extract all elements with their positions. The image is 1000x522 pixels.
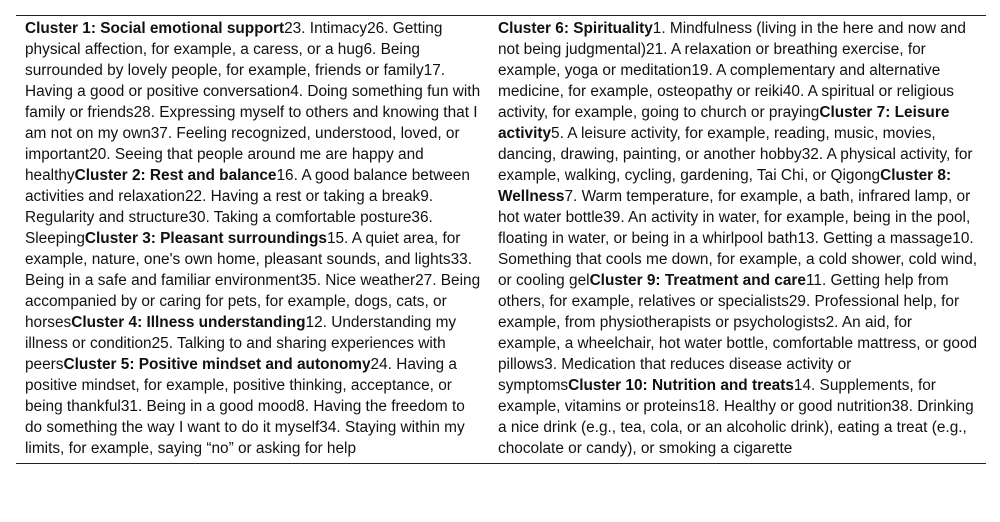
cluster-4-heading: Cluster 4: Illness understanding [71,314,306,331]
cluster-3-items: 15. A quiet area, for example, nature, one's own home, pleasant sounds, and lights33. Being in a safe and familiar environment35. Nice weather27. Being accompanied by or caring for pets, for example, dogs, cats, or horses [25,230,481,331]
cluster-2-heading: Cluster 2: Rest and balance [74,167,277,184]
cluster-5-heading: Cluster 5: Positive mindset and autonomy [63,356,371,373]
cluster-5-items: 24. Having a positive mindset, for example, positive thinking, acceptance, or being thankful31. Being in a good mood8. Having the freedom to do something the way I want to do it myself34. Staying within my limits, for example, saying “no” or asking for help [25,356,465,457]
cluster-6-items: 1. Mindfulness (living in the here and now and not being judgmental)21. A relaxation or breathing exercise, for example, yoga or meditation19. A complementary and alternative medicine, for example, osteopathy or reiki40. A spiritual or religious activity, for example, going to church or praying [498,20,966,121]
cluster-7-items: 5. A leisure activity, for example, reading, music, movies, dancing, drawing, painting, or another hobby32. A physical activity, for example, walking, cycling, gardening, Tai Chi, or Qigong [498,125,973,184]
cluster-10-items: 14. Supplements, for example, vitamins or proteins18. Healthy or good nutrition38. Drinking a nice drink (e.g., tea, cola, or an alcoholic drink), eating a treat (e.g., chocolate or candy), or smoking a cigarette [498,377,974,457]
cluster-6-heading: Cluster 6: Spirituality [498,20,653,37]
cluster-10-heading: Cluster 10: Nutrition and treats [568,377,794,394]
clusters-table [16,15,986,464]
cluster-2-items: 16. A good balance between activities and relaxation22. Having a rest or taking a break9. Regularity and structure30. Taking a comfortable posture36. Sleeping [25,167,470,247]
cluster-9-items: 11. Getting help from others, for example, relatives or specialists29. Professional help, for example, from physiotherapists or psychologists2. An aid, for example, a wheelchair, hot water bottle, comfortable mattress, or good pillows3. Medication that reduces disease activity or symptoms [498,272,978,394]
cluster-8-items: 7. Warm temperature, for example, a bath, infrared lamp, or hot water bottle39. An activity in water, for example, being in the pool, floating in water, or being in a whirlpool bath13. Getting a massage10. Something that cools me down, for example, a cold shower, cold wind, or cooling gel [498,188,978,289]
left-column-cell [16,16,489,463]
cluster-1-heading: Cluster 1: Social emotional support [25,20,285,37]
cluster-7-heading: Cluster 7: Leisure activity [498,104,950,142]
cluster-8-heading: Cluster 8: Wellness [498,167,952,205]
cluster-9-heading: Cluster 9: Treatment and care [589,272,806,289]
cluster-3-heading: Cluster 3: Pleasant surroundings [84,230,327,247]
right-column-cell [489,16,986,463]
cluster-4-items: 12. Understanding my illness or condition25. Talking to and sharing experiences with peers [25,314,457,373]
cluster-1-items: 23. Intimacy26. Getting physical affection, for example, a caress, or a hug6. Being surrounded by lovely people, for example, friends or family17. Having a good or positive conversation4. Doing something fun with family or friends28. Expressing myself to others and knowing that I am not on my own37. Feeling recognized, understood, loved, or important20. Seeing that people around me are happy and healthy [25,20,481,184]
